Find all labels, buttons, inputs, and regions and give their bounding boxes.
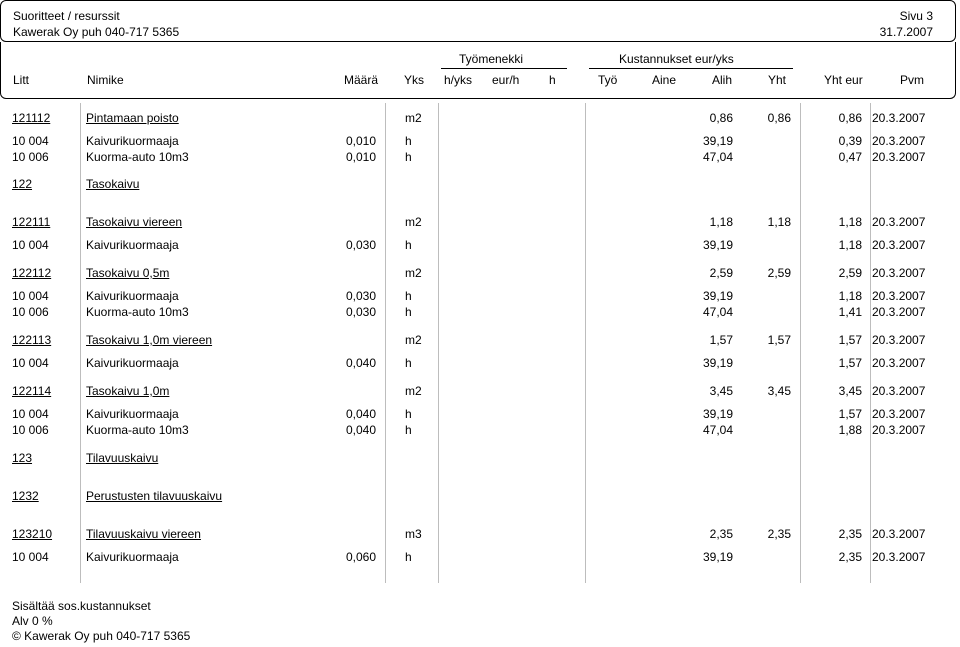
cell-pvm: 20.3.2007 [872,384,926,398]
report-date: 31.7.2007 [879,25,933,39]
col-tyo: Työ [598,73,618,87]
cell-yht: 3,45 [767,384,791,398]
table-body [0,103,956,583]
cell-pvm: 20.3.2007 [872,134,926,148]
cell-yks: h [405,550,412,564]
cell-yks: h [405,289,412,303]
cell-yks: h [405,238,412,252]
col-litt: Litt [13,73,30,87]
cell-nimike: Kaivurikuormaaja [86,550,179,564]
group-worker: Työmenekki [459,52,524,66]
cell-litt: 10 004 [12,407,49,421]
cell-alih: 47,04 [702,150,733,164]
cell-alih: 39,19 [702,550,733,564]
cell-alih: 1,18 [709,215,733,229]
report-title: Suoritteet / resurssit [13,9,120,23]
table-row [0,111,956,126]
cell-litt: 122114 [12,384,52,398]
cell-ykteur: 2,59 [838,266,862,280]
footer-copyright: © Kawerak Oy puh 040-717 5365 [12,629,191,643]
cell-pvm: 20.3.2007 [872,407,926,421]
cell-alih: 39,19 [702,134,733,148]
cell-pvm: 20.3.2007 [872,111,926,125]
group-cost-line [589,68,793,69]
cell-nimike: Tasokaivu [86,177,140,191]
cell-alih: 47,04 [702,305,733,319]
cell-nimike: Tasokaivu viereen [86,215,183,229]
cell-alih: 39,19 [702,407,733,421]
table-row [0,384,956,399]
cell-yht: 0,86 [767,111,791,125]
cell-ykteur: 1,18 [838,238,862,252]
cell-ykteur: 3,45 [838,384,862,398]
cell-yks: m2 [405,266,422,280]
cell-nimike: Kuorma-auto 10m3 [86,423,189,437]
cell-litt: 122 [12,177,33,191]
cell-ykteur: 1,88 [838,423,862,437]
cell-maara: 0,040 [345,356,376,370]
col-pvm: Pvm [900,73,924,87]
group-worker-line [441,68,567,69]
cell-yks: m2 [405,384,422,398]
col-nimike: Nimike [87,73,124,87]
cell-alih: 39,19 [702,289,733,303]
cell-yks: m2 [405,333,422,347]
col-hyks: h/yks [444,73,473,87]
cell-pvm: 20.3.2007 [872,150,926,164]
cell-maara: 0,030 [345,305,376,319]
col-h: h [549,73,556,87]
table-row [0,305,956,320]
cell-litt: 1232 [12,489,39,503]
cell-nimike: Kaivurikuormaaja [86,289,179,303]
cell-pvm: 20.3.2007 [872,333,926,347]
cell-yks: h [405,134,412,148]
cell-litt: 10 006 [12,305,49,319]
cell-yks: m3 [405,527,422,541]
cell-maara: 0,030 [345,238,376,252]
cell-litt: 123 [12,451,33,465]
cell-maara: 0,030 [345,289,376,303]
table-row [0,289,956,304]
cell-alih: 2,59 [709,266,733,280]
cell-nimike: Perustusten tilavuuskaivu [86,489,223,503]
cell-yht: 2,35 [767,527,791,541]
cell-litt: 10 004 [12,356,49,370]
cell-maara: 0,040 [345,423,376,437]
cell-alih: 39,19 [702,238,733,252]
table-row [0,489,956,504]
cell-alih: 2,35 [709,527,733,541]
cell-nimike: Kuorma-auto 10m3 [86,305,189,319]
cell-litt: 10 004 [12,289,49,303]
cell-pvm: 20.3.2007 [872,356,926,370]
footer-vat: Alv 0 % [12,614,53,628]
cell-nimike: Kaivurikuormaaja [86,134,179,148]
cell-litt: 121112 [12,111,51,125]
col-yht: Yht [768,73,787,87]
table-row [0,150,956,165]
table-row [0,177,956,192]
col-eurh: eur/h [492,73,520,87]
company-info: Kawerak Oy puh 040-717 5365 [13,25,180,39]
cell-ykteur: 0,86 [838,111,862,125]
table-row [0,550,956,565]
cell-nimike: Kaivurikuormaaja [86,356,179,370]
table-row [0,527,956,542]
cell-yks: h [405,150,412,164]
table-row [0,407,956,422]
cell-yht: 1,57 [767,333,791,347]
group-cost: Kustannukset eur/yks [619,52,734,66]
cell-ykteur: 1,57 [838,356,862,370]
cell-ykteur: 1,18 [838,215,862,229]
table-row [0,333,956,348]
cell-alih: 1,57 [709,333,733,347]
cell-yht: 2,59 [767,266,791,280]
cell-nimike: Pintamaan poisto [86,111,179,125]
cell-litt: 10 006 [12,423,49,437]
cell-maara: 0,010 [345,150,376,164]
footer-note: Sisältää sos.kustannukset [12,599,151,613]
cell-nimike: Kuorma-auto 10m3 [86,150,189,164]
cell-nimike: Tasokaivu 1,0m viereen [86,333,213,347]
table-row [0,215,956,230]
cell-yks: m2 [405,215,422,229]
table-row [0,451,956,466]
cell-pvm: 20.3.2007 [872,527,926,541]
cell-maara: 0,010 [345,134,376,148]
cell-litt: 10 004 [12,238,49,252]
cell-pvm: 20.3.2007 [872,266,926,280]
cell-maara: 0,060 [345,550,376,564]
cell-yht: 1,18 [767,215,791,229]
cell-ykteur: 0,47 [838,150,862,164]
cell-yks: h [405,423,412,437]
cell-alih: 39,19 [702,356,733,370]
table-row [0,423,956,438]
table-row [0,238,956,253]
cell-nimike: Tasokaivu 1,0m [86,384,170,398]
cell-alih: 47,04 [702,423,733,437]
cell-pvm: 20.3.2007 [872,238,926,252]
cell-litt: 123210 [12,527,53,541]
col-ykteur: Yht eur [824,73,863,87]
cell-pvm: 20.3.2007 [872,423,926,437]
cell-nimike: Kaivurikuormaaja [86,407,179,421]
table-row [0,356,956,371]
cell-litt: 10 004 [12,550,49,564]
cell-maara: 0,040 [345,407,376,421]
cell-ykteur: 1,41 [838,305,862,319]
cell-ykteur: 0,39 [838,134,862,148]
cell-nimike: Tasokaivu 0,5m [86,266,170,280]
report-header [0,0,956,42]
cell-ykteur: 1,18 [838,289,862,303]
cell-pvm: 20.3.2007 [872,215,926,229]
cell-pvm: 20.3.2007 [872,289,926,303]
cell-ykteur: 1,57 [838,407,862,421]
cell-litt: 122113 [12,333,52,347]
cell-yks: h [405,407,412,421]
cell-pvm: 20.3.2007 [872,305,926,319]
table-row [0,134,956,149]
cell-ykteur: 2,35 [838,550,862,564]
cell-alih: 3,45 [709,384,733,398]
col-yks: Yks [404,73,425,87]
cell-litt: 10 006 [12,150,49,164]
cell-yks: h [405,305,412,319]
cell-litt: 122111 [12,215,51,229]
col-aine: Aine [652,73,677,87]
cell-nimike: Tilavuuskaivu [86,451,159,465]
column-header [0,42,956,99]
cell-nimike: Tilavuuskaivu viereen [86,527,201,541]
cell-pvm: 20.3.2007 [872,550,926,564]
cell-yks: h [405,356,412,370]
page-number: Sivu 3 [899,9,933,23]
cell-litt: 10 004 [12,134,49,148]
cell-litt: 122112 [12,266,52,280]
cell-nimike: Kaivurikuormaaja [86,238,179,252]
cell-ykteur: 1,57 [838,333,862,347]
report-footer [12,599,190,644]
col-alih: Alih [712,73,733,87]
table-row [0,266,956,281]
cell-ykteur: 2,35 [838,527,862,541]
col-maara: Määrä [344,73,379,87]
cell-alih: 0,86 [709,111,733,125]
cell-yks: m2 [405,111,422,125]
